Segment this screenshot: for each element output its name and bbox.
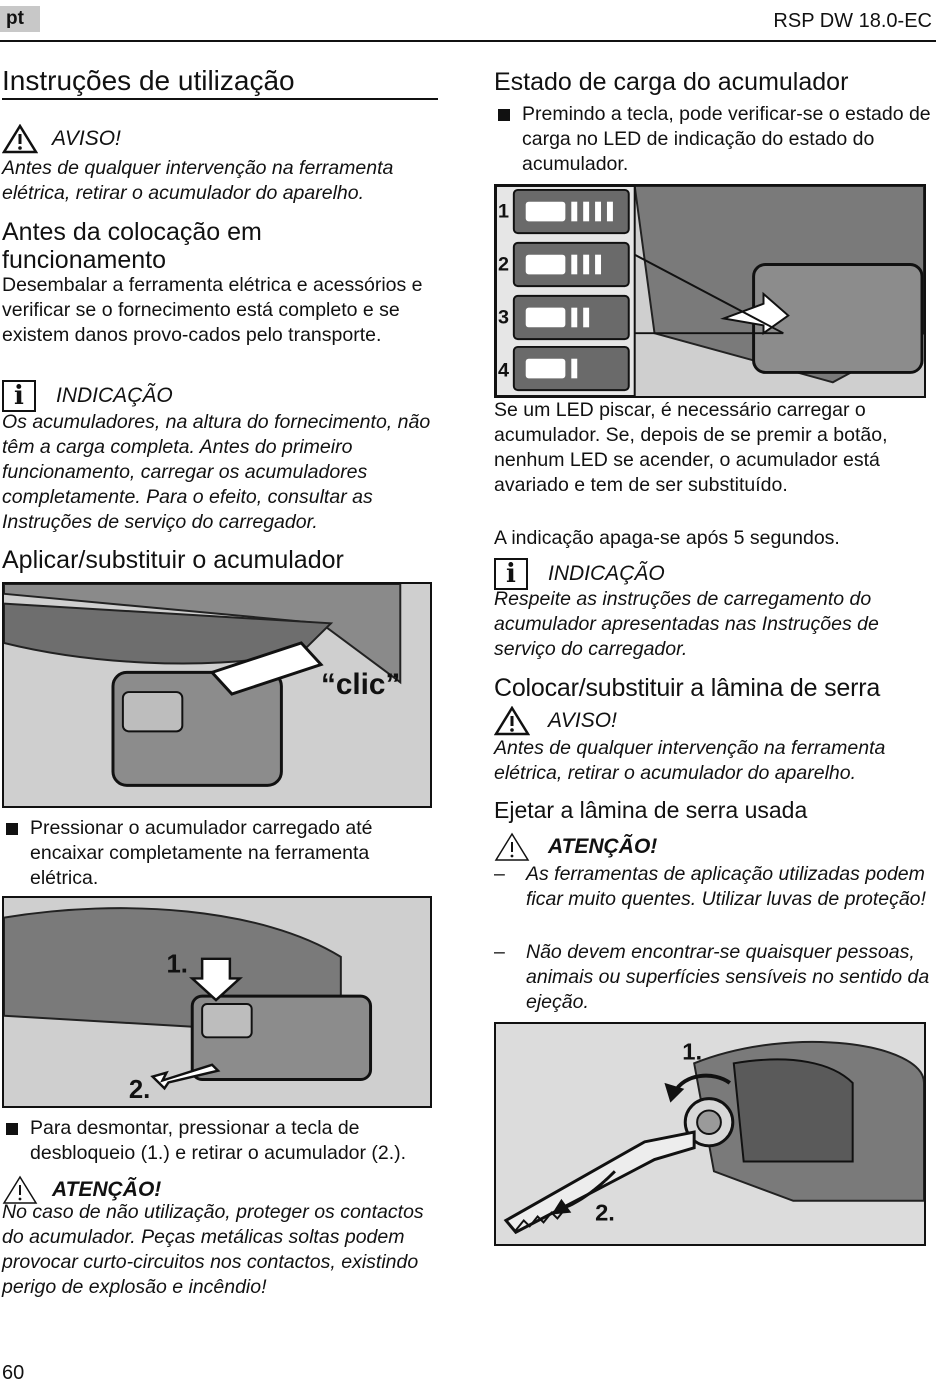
page-number: 60 xyxy=(2,1362,25,1384)
warning-label-2: AVISO! xyxy=(548,709,617,732)
info-i-icon: i xyxy=(2,380,36,412)
caution-item: – As ferramentas de aplicação utilizadas podem ficar muito quentes. Utilizar luvas de proteção! xyxy=(494,863,926,910)
charge-state-title: Estado de carga do acumulador xyxy=(494,68,849,96)
square-bullet-icon xyxy=(6,1123,18,1135)
blade-eject-figure xyxy=(494,1022,926,1246)
led-level-3: 3 xyxy=(497,306,510,329)
warning-triangle-icon xyxy=(494,706,530,736)
info-text: Os acumuladores, na altura do fornecimento, não têm a carga completa. Antes do primeiro funcionamento, carregar os acumuladores completamente. Para o efeito, consultar as Instruções de serviço do carregador. xyxy=(2,411,431,533)
model-name: RSP DW 18.0-EC xyxy=(773,10,932,32)
language-badge: pt xyxy=(0,6,40,32)
clic-label: “clic” xyxy=(321,668,401,701)
square-bullet-icon xyxy=(498,109,510,121)
led-blink-text: Se um LED piscar, é necessário carregar o acumulador. Se, depois de se premir a botão, nenhum LED se acender, o acumulador está avariado e tem de ser substituído. xyxy=(494,399,888,496)
step-2-label: 2. xyxy=(595,1200,615,1227)
header-divider xyxy=(0,40,936,42)
led-level-1: 1 xyxy=(497,200,510,223)
before-operation-title-2: funcionamento xyxy=(2,246,167,274)
warning-header-2 xyxy=(494,706,617,736)
insert-battery-instruction: Pressionar o acumulador carregado até encaixar completamente na ferramenta elétrica. xyxy=(2,816,438,891)
warning-header xyxy=(2,124,121,154)
insert-battery-figure xyxy=(2,582,432,808)
remove-battery-figure xyxy=(2,896,432,1108)
info-header-2 xyxy=(494,558,665,590)
led-level-4: 4 xyxy=(497,359,510,382)
remove-battery-instruction: Para desmontar, pressionar a tecla de desbloqueio (1.) e retirar o acumulador (2.). xyxy=(2,1116,442,1166)
warning-text: Antes de qualquer intervenção na ferramenta elétrica, retirar o acumulador do aparelho. xyxy=(2,157,394,204)
step-2-label: 2. xyxy=(128,1076,151,1105)
warning-triangle-icon xyxy=(494,832,530,862)
caution-header-2 xyxy=(494,832,657,862)
led-level-2: 2 xyxy=(497,253,510,276)
info-header xyxy=(2,380,173,412)
square-bullet-icon xyxy=(6,823,18,835)
caution-label: ATENÇÃO! xyxy=(52,1178,162,1201)
before-operation-title-1: Antes da colocação em xyxy=(2,218,262,246)
info-label-2: INDICAÇÃO xyxy=(548,562,665,585)
step-1-label: 1. xyxy=(166,950,188,979)
info-label: INDICAÇÃO xyxy=(56,384,173,407)
caution-item: – Não devem encontrar-se quaisquer pessoas, animais ou superfícies sensíveis no sentido da ejeção. xyxy=(494,941,930,1013)
warning-label: AVISO! xyxy=(52,127,121,150)
before-operation-text: Desembalar a ferramenta elétrica e acessórios e verificar se o fornecimento está completo e se existem danos provo-cados pelo transporte. xyxy=(2,274,423,346)
usage-title: Instruções de utilização xyxy=(2,66,438,100)
charge-state-instruction: Premindo a tecla, pode verificar-se o estado de carga no LED de indicação do estado do acumulador. xyxy=(494,102,934,177)
info-text-2: Respeite as instruções de carregamento do acumulador apresentadas nas Instruções de serviço do carregador. xyxy=(494,588,879,660)
info-i-icon: i xyxy=(494,558,528,590)
eject-title: Ejetar a lâmina de serra usada xyxy=(494,797,808,823)
led-off-text: A indicação apaga-se após 5 segundos. xyxy=(494,527,840,549)
apply-battery-title: Aplicar/substituir o acumulador xyxy=(2,546,344,574)
warning-triangle-icon xyxy=(2,124,38,154)
caution-text: No caso de não utilização, proteger os contactos do acumulador. Peças metálicas soltas podem provocar curto-circuitos nos contactos, existindo perigo de explosão e incêndio! xyxy=(2,1201,424,1298)
step-1-label: 1. xyxy=(682,1039,703,1066)
blade-title: Colocar/substituir a lâmina de serra xyxy=(494,674,881,702)
led-indicator-figure xyxy=(494,184,926,398)
warning-text-2: Antes de qualquer intervenção na ferramenta elétrica, retirar o acumulador do aparelho. xyxy=(494,737,886,784)
caution-label-2: ATENÇÃO! xyxy=(548,835,658,858)
